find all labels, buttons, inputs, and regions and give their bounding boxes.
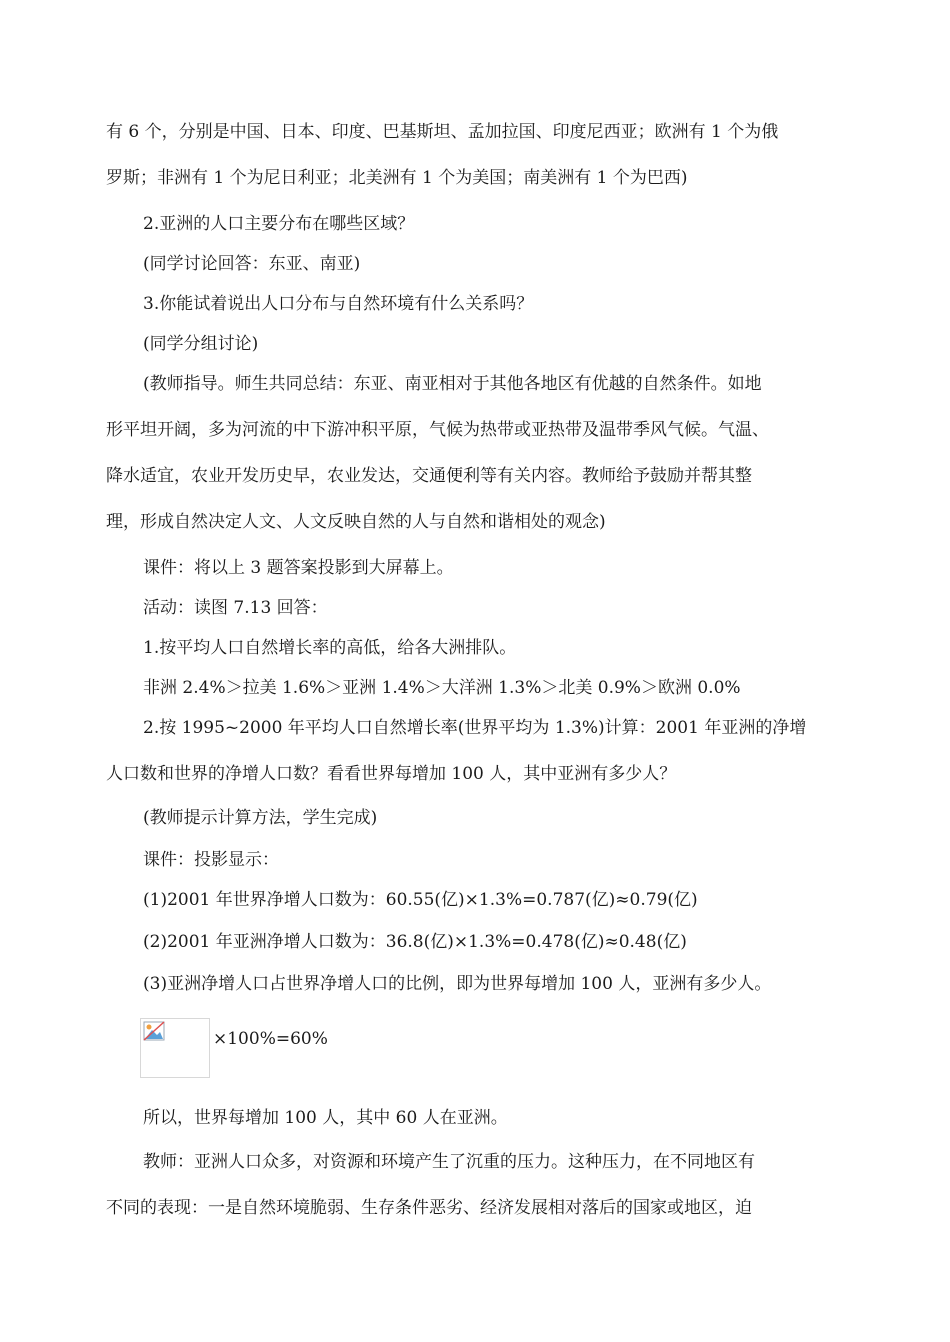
activity-question-2: 2.按 1995~2000 年平均人口自然增长率(世界平均为 1.3%)计算：2001 年亚洲的净增 xyxy=(143,718,807,738)
conclusion-line: 所以，世界每增加 100 人，其中 60 人在亚洲。 xyxy=(143,1108,508,1128)
teacher-guide-line: 形平坦开阔，多为河流的中下游冲积平原，气候为热带或亚热带及温带季风气候。气温、 xyxy=(106,420,769,440)
courseware-note: 课件：将以上 3 题答案投影到大屏幕上。 xyxy=(143,558,454,578)
paragraph-line: 罗斯；非洲有 1 个为尼日利亚；北美洲有 1 个为美国；南美洲有 1 个为巴西) xyxy=(106,168,688,188)
answer-3: (同学分组讨论) xyxy=(143,334,259,354)
activity-question-2-cont: 人口数和世界的净增人口数？看看世界每增加 100 人，其中亚洲有多少人？ xyxy=(106,764,677,784)
activity-heading: 活动：读图 7.13 回答： xyxy=(143,598,328,618)
courseware-display: 课件：投影显示： xyxy=(143,850,279,870)
broken-image-icon xyxy=(140,1018,210,1078)
activity-answer-1: 非洲 2.4%＞拉美 1.6%＞亚洲 1.4%＞大洋洲 1.3%＞北美 0.9%＞欧洲 0.0% xyxy=(143,678,741,698)
teacher-hint: (教师提示计算方法，学生完成) xyxy=(143,808,378,828)
calc-step-2: (2)2001 年亚洲净增人口数为：36.8(亿)×1.3%=0.478(亿)≈0.48(亿) xyxy=(143,932,687,952)
question-3: 3.你能试着说出人口分布与自然环境有什么关系吗？ xyxy=(143,294,534,314)
teacher-speech-line: 教师：亚洲人口众多，对资源和环境产生了沉重的压力。这种压力，在不同地区有 xyxy=(143,1152,755,1172)
answer-2: (同学讨论回答：东亚、南亚) xyxy=(143,254,361,274)
teacher-guide-line: 降水适宜，农业开发历史早，农业发达，交通便利等有关内容。教师给予鼓励并帮其整 xyxy=(106,466,752,486)
teacher-guide-line: 理，形成自然决定人文、人文反映自然的人与自然和谐相处的观念) xyxy=(106,512,606,532)
teacher-guide-line: (教师指导。师生共同总结：东亚、南亚相对于其他各地区有优越的自然条件。如地 xyxy=(143,374,762,394)
question-2: 2.亚洲的人口主要分布在哪些区域？ xyxy=(143,214,415,234)
activity-question-1: 1.按平均人口自然增长率的高低，给各大洲排队。 xyxy=(143,638,517,658)
calc-step-1: (1)2001 年世界净增人口数为：60.55(亿)×1.3%=0.787(亿)≈0.79(亿) xyxy=(143,890,698,910)
paragraph-line: 有 6 个，分别是中国、日本、印度、巴基斯坦、孟加拉国、印度尼西亚；欧洲有 1 个为俄 xyxy=(106,122,779,142)
teacher-speech-line: 不同的表现：一是自然环境脆弱、生存条件恶劣、经济发展相对落后的国家或地区，迫 xyxy=(106,1198,752,1218)
calc-step-3: (3)亚洲净增人口占世界净增人口的比例，即为世界每增加 100 人，亚洲有多少人。 xyxy=(143,974,772,994)
formula-suffix: ×100%=60% xyxy=(213,1029,328,1049)
